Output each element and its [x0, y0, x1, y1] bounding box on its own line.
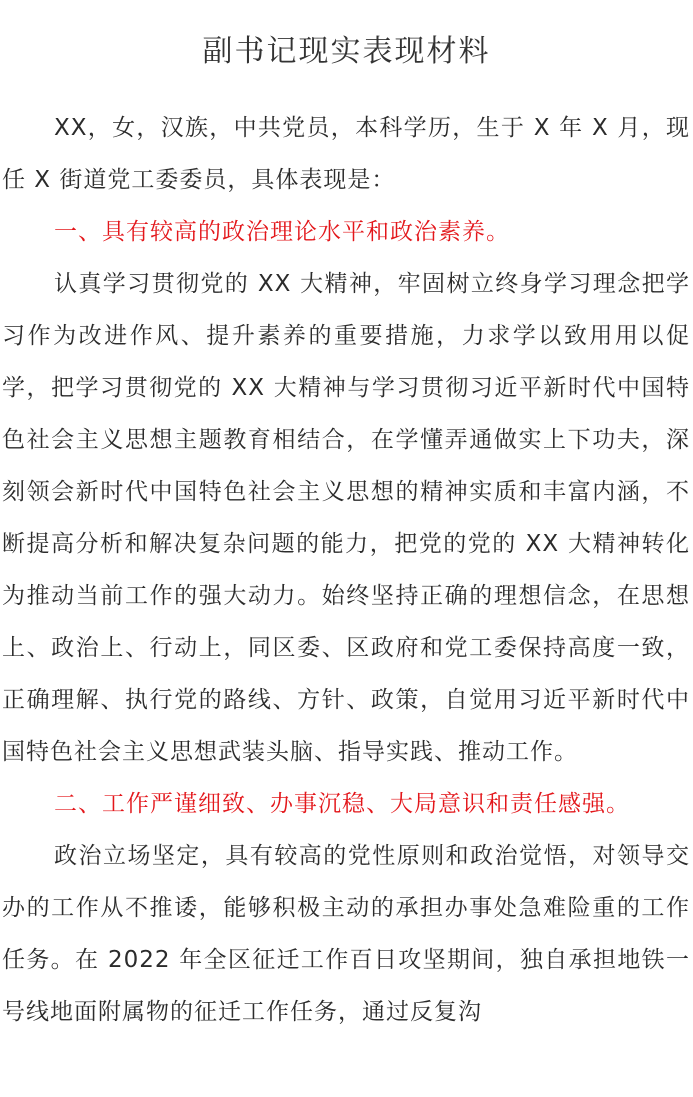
section-1-paragraph: 认真学习贯彻党的 XX 大精神，牢固树立终身学习理念把学习作为改进作风、提升素养的重要措施，力求学以致用用以促学，把学习贯彻党的 XX 大精神与学习贯彻习近平新时代中国特色社会主义思想主题教育相结合，在学懂弄通做实上下功夫，深刻领会新时代中国特色社会主义思想的精神实质和丰富内涵，不断提高分析和解决复杂问题的能力，把党的党的 XX 大精神转化为推动当前工作的强大动力。始终坚持正确的理想信念，在思想上、政治上、行动上，同区委、区政府和党工委保持高度一致，正确理解、执行党的路线、方针、政策，自觉用习近平新时代中国特色社会主义思想武装头脑、指导实践、推动工作。 [2, 271, 690, 765]
section-1-heading: 一、具有较高的政治理论水平和政治素养。 [54, 219, 510, 245]
document-body [2, 102, 690, 1038]
intro-paragraph: XX，女，汉族，中共党员，本科学历，生于 X 年 X 月，现任 X 街道党工委委员，具体表现是： [2, 115, 690, 193]
section-2-heading: 二、工作严谨细致、办事沉稳、大局意识和责任感强。 [54, 791, 630, 817]
document-title: 副书记现实表现材料 [202, 34, 491, 69]
section-2-paragraph: 政治立场坚定，具有较高的党性原则和政治觉悟，对领导交办的工作从不推诿，能够积极主动的承担办事处急难险重的工作任务。在 2022 年全区征迁工作百日攻坚期间，独自承担地铁一号线地面附属物的征迁工作任务，通过反复沟 [2, 843, 690, 1025]
